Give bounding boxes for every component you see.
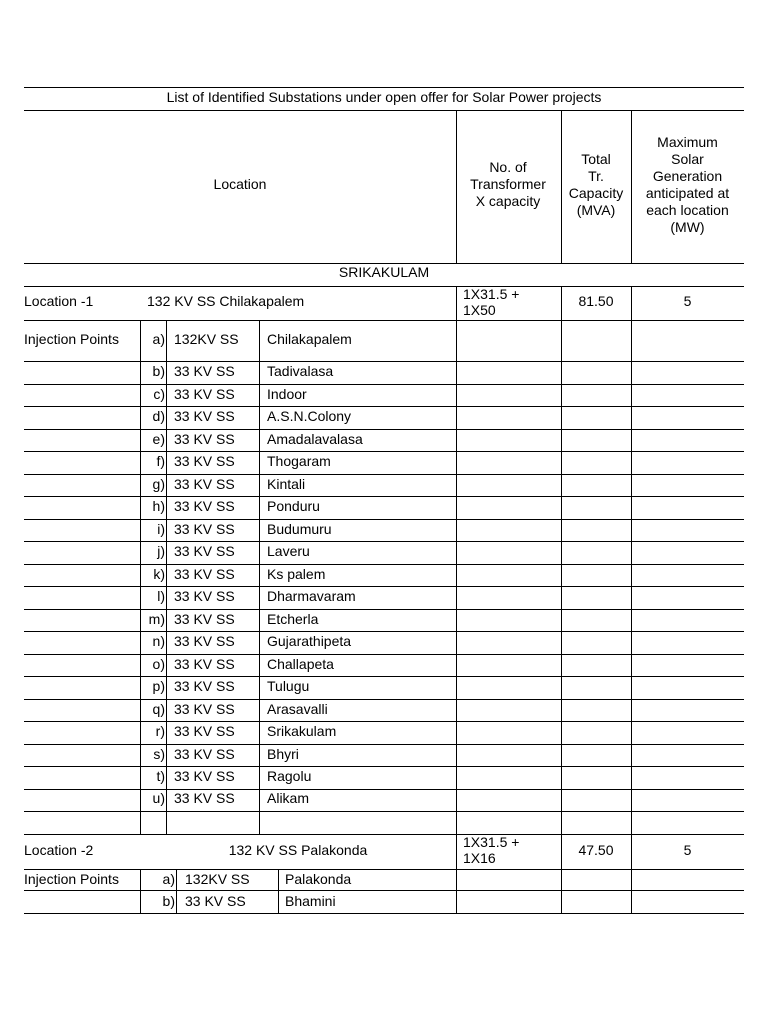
point-voltage: 33 KV SS	[174, 588, 235, 604]
point-index: u)	[152, 790, 165, 806]
point-name: Alikam	[267, 790, 310, 806]
grid-line	[24, 286, 744, 287]
point-voltage: 33 KV SS	[174, 746, 235, 762]
grid-line	[24, 890, 744, 891]
location-2-capacity: 47.50	[578, 842, 614, 858]
grid-line	[24, 811, 744, 812]
location-1-capacity: 81.50	[578, 293, 614, 309]
grid-line	[24, 361, 744, 362]
point-name: Amadalavalasa	[267, 431, 363, 447]
location-1-label: Location -1	[24, 293, 94, 309]
point-voltage: 33 KV SS	[174, 498, 235, 514]
header-capacity: Total Tr. Capacity (MVA)	[568, 151, 624, 218]
location-1-generation: 5	[683, 293, 692, 309]
grid-line	[24, 789, 744, 790]
grid-line	[24, 834, 744, 835]
grid-line	[24, 744, 744, 745]
point-index: t)	[156, 768, 165, 784]
point-voltage: 33 KV SS	[174, 656, 235, 672]
point-voltage: 132KV SS	[174, 331, 239, 347]
point-name: Kintali	[267, 476, 306, 492]
point-voltage: 33 KV SS	[174, 453, 235, 469]
grid-line	[24, 869, 744, 870]
grid-line	[24, 320, 744, 321]
location-2-label: Location -2	[24, 842, 94, 858]
grid-line	[24, 913, 744, 914]
grid-line	[24, 406, 744, 407]
point-name: Gujarathipeta	[267, 633, 352, 649]
point-name: Dharmavaram	[267, 588, 356, 604]
point-name: Ks palem	[267, 566, 326, 582]
point-index: a)	[152, 331, 165, 347]
point-index: k)	[153, 566, 165, 582]
grid-line	[561, 286, 562, 913]
grid-line	[24, 541, 744, 542]
point-voltage: 33 KV SS	[174, 386, 235, 402]
grid-line	[24, 263, 744, 264]
grid-line	[24, 676, 744, 677]
point-name: Ragolu	[267, 768, 312, 784]
location-2-generation: 5	[683, 842, 692, 858]
grid-line	[24, 451, 744, 452]
grid-line	[24, 519, 744, 520]
grid-line	[24, 721, 744, 722]
point-index: b)	[162, 893, 175, 909]
grid-line	[24, 564, 744, 565]
district-name: SRIKAKULAM	[338, 264, 430, 280]
grid-line	[24, 496, 744, 497]
point-voltage: 33 KV SS	[174, 678, 235, 694]
grid-line	[278, 869, 279, 913]
point-index: c)	[153, 386, 165, 402]
grid-line	[24, 766, 744, 767]
point-voltage: 33 KV SS	[174, 611, 235, 627]
grid-line	[561, 110, 562, 263]
grid-line	[176, 869, 177, 913]
grid-line	[24, 631, 744, 632]
header-location: Location	[213, 176, 267, 192]
point-voltage: 33 KV SS	[174, 476, 235, 492]
point-index: b)	[152, 363, 165, 379]
location-2-transformers: 1X31.5 + 1X16	[463, 834, 520, 866]
grid-line	[259, 320, 260, 834]
point-index: h)	[152, 498, 165, 514]
grid-line	[24, 384, 744, 385]
point-name: Palakonda	[285, 871, 352, 887]
grid-line	[456, 286, 457, 913]
grid-line	[166, 320, 167, 834]
point-index: d)	[152, 408, 165, 424]
point-name: Chilakapalem	[267, 331, 352, 347]
point-index: i)	[157, 521, 165, 537]
point-name: Bhamini	[285, 893, 336, 909]
point-voltage: 33 KV SS	[185, 893, 246, 909]
grid-line	[631, 110, 632, 263]
grid-line	[456, 110, 457, 263]
point-name: A.S.N.Colony	[267, 408, 352, 424]
point-index: r)	[155, 723, 165, 739]
point-name: Thogaram	[267, 453, 331, 469]
grid-line	[24, 474, 744, 475]
location-1-injection-label: Injection Points	[24, 331, 119, 347]
grid-line	[140, 869, 141, 913]
point-voltage: 33 KV SS	[174, 521, 235, 537]
point-name: Indoor	[267, 386, 307, 402]
point-voltage: 33 KV SS	[174, 790, 235, 806]
grid-line	[24, 110, 744, 111]
point-voltage: 33 KV SS	[174, 701, 235, 717]
point-voltage: 33 KV SS	[174, 408, 235, 424]
point-name: Etcherla	[267, 611, 319, 627]
table-title: List of Identified Substations under open offer for Solar Power projects	[166, 89, 602, 105]
grid-line	[140, 320, 141, 834]
point-name: Tulugu	[267, 678, 310, 694]
grid-line	[24, 699, 744, 700]
location-1-substation: 132 KV SS Chilakapalem	[147, 293, 305, 309]
point-voltage: 33 KV SS	[174, 363, 235, 379]
location-2-injection-label: Injection Points	[24, 871, 119, 887]
point-index: a)	[162, 871, 175, 887]
point-name: Tadivalasa	[267, 363, 334, 379]
point-voltage: 33 KV SS	[174, 431, 235, 447]
point-index: l)	[157, 588, 165, 604]
grid-line	[24, 429, 744, 430]
point-index: q)	[152, 701, 165, 717]
point-name: Arasavalli	[267, 701, 328, 717]
header-transformers: No. of Transformer X capacity	[470, 159, 546, 209]
point-name: Budumuru	[267, 521, 332, 537]
point-index: p)	[152, 678, 165, 694]
grid-line	[24, 87, 744, 88]
grid-line	[631, 286, 632, 913]
grid-line	[24, 609, 744, 610]
point-voltage: 33 KV SS	[174, 566, 235, 582]
point-index: o)	[152, 656, 165, 672]
point-name: Bhyri	[267, 746, 299, 762]
location-1-transformers: 1X31.5 + 1X50	[463, 286, 520, 318]
point-voltage: 33 KV SS	[174, 543, 235, 559]
header-generation: Maximum Solar Generation anticipated at each location (MW)	[645, 134, 730, 235]
point-index: e)	[152, 431, 165, 447]
point-name: Srikakulam	[267, 723, 337, 739]
point-voltage: 33 KV SS	[174, 768, 235, 784]
point-name: Laveru	[267, 543, 310, 559]
point-index: f)	[156, 453, 165, 469]
point-index: n)	[152, 633, 165, 649]
grid-line	[24, 586, 744, 587]
point-index: g)	[152, 476, 165, 492]
point-voltage: 33 KV SS	[174, 723, 235, 739]
point-voltage: 132KV SS	[185, 871, 250, 887]
point-name: Challapeta	[267, 656, 334, 672]
point-index: s)	[153, 746, 165, 762]
point-voltage: 33 KV SS	[174, 633, 235, 649]
grid-line	[24, 654, 744, 655]
point-name: Ponduru	[267, 498, 320, 514]
point-index: m)	[148, 611, 165, 627]
point-index: j)	[157, 543, 165, 559]
location-2-substation: 132 KV SS Palakonda	[228, 842, 368, 858]
